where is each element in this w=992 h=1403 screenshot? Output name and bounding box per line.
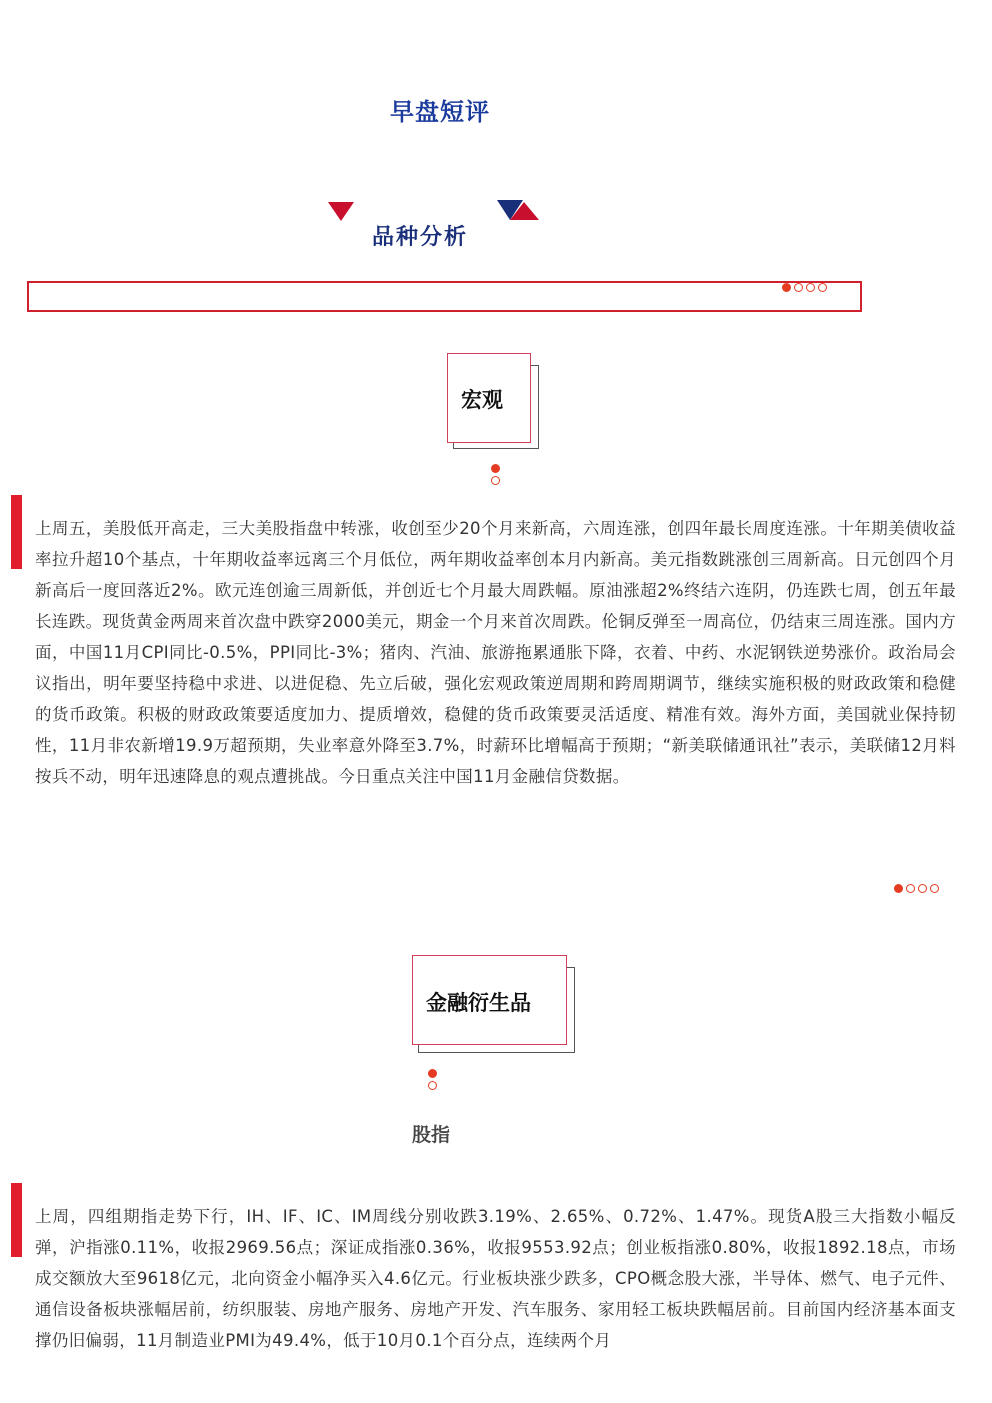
macro-heading: 宏观 xyxy=(461,388,503,412)
macro-vertical-dots xyxy=(491,464,500,485)
dots-indicator-top xyxy=(782,283,827,292)
dot-hollow xyxy=(428,1081,437,1090)
section-subtitle: 品种分析 xyxy=(372,225,469,250)
dot-hollow xyxy=(818,283,827,292)
dot-filled xyxy=(782,283,791,292)
derivatives-vertical-dots xyxy=(428,1069,437,1090)
derivatives-accent-bar xyxy=(11,1183,22,1257)
dot-filled xyxy=(428,1069,437,1078)
red-triangle-decoration xyxy=(328,202,354,221)
dot-hollow xyxy=(794,283,803,292)
derivatives-heading-frame xyxy=(412,955,576,1053)
macro-heading-frame xyxy=(447,353,540,451)
macro-accent-bar xyxy=(11,495,22,569)
dot-hollow xyxy=(930,884,939,893)
dot-filled xyxy=(894,884,903,893)
macro-paragraph: 上周五，美股低开高走，三大美股指盘中转涨，收创至少20个月来新高，六周连涨，创四年最长周度连涨。十年期美债收益率拉升超10个基点，十年期收益率远离三个月低位，两年期收益率创本月内新高。美元指数跳涨创三周新高。日元创四个月新高后一度回落近2%。欧元连创逾三周新低，并创近七个月最大周跌幅。原油涨超2%终结六连阴，仍连跌七周，创五年最长连跌。现货黄金两周来首次盘中跌穿2000美元，期金一个月来首次周跌。伦铜反弹至一周高位，仍结束三周连涨。国内方面，中国11月CPI同比-0.5%，PPI同比-3%；猪肉、汽油、旅游拖累通胀下降，衣着、中药、水泥钢铁逆势涨价。政治局会议指出，明年要坚持稳中求进、以进促稳、先立后破，强化宏观政策逆周期和跨周期调节，继续实施积极的财政政策和稳健的货币政策。积极的财政政策要适度加力、提质增效，稳健的货币政策要灵活适度、精准有效。海外方面，美国就业保持韧性，11月非农新增19.9万超预期，失业率意外降至3.7%，时薪环比增幅高于预期；“新美联储通讯社”表示，美联储12月料按兵不动，明年迅速降息的观点遭挑战。今日重点关注中国11月金融信贷数据。 xyxy=(35,519,956,786)
blue-red-triangles-decoration xyxy=(497,200,541,222)
page-title: 早盘短评 xyxy=(390,98,490,126)
stock-index-subheading: 股指 xyxy=(412,1124,451,1146)
dot-hollow xyxy=(491,476,500,485)
dot-hollow xyxy=(806,283,815,292)
banner-frame xyxy=(27,281,862,312)
derivatives-heading: 金融衍生品 xyxy=(426,991,531,1015)
dot-hollow xyxy=(906,884,915,893)
dot-filled xyxy=(491,464,500,473)
dots-indicator-middle xyxy=(894,884,939,893)
derivatives-paragraph: 上周，四组期指走势下行，IH、IF、IC、IM周线分别收跌3.19%、2.65%、0.72%、1.47%。现货A股三大指数小幅反弹，沪指涨0.11%，收报2969.56点；深证成指涨0.36%，收报9553.92点；创业板指涨0.80%，收报1892.18点，市场成交额放大至9618亿元，北向资金小幅净买入4.6亿元。行业板块涨少跌多，CPO概念股大涨，半导体、燃气、电子元件、通信设备板块涨幅居前，纺织服装、房地产服务、房地产开发、汽车服务、家用轻工板块跌幅居前。目前国内经济基本面支撑仍旧偏弱，11月制造业PMI为49.4%，低于10月0.1个百分点，连续两个月 xyxy=(35,1207,956,1350)
dot-hollow xyxy=(918,884,927,893)
